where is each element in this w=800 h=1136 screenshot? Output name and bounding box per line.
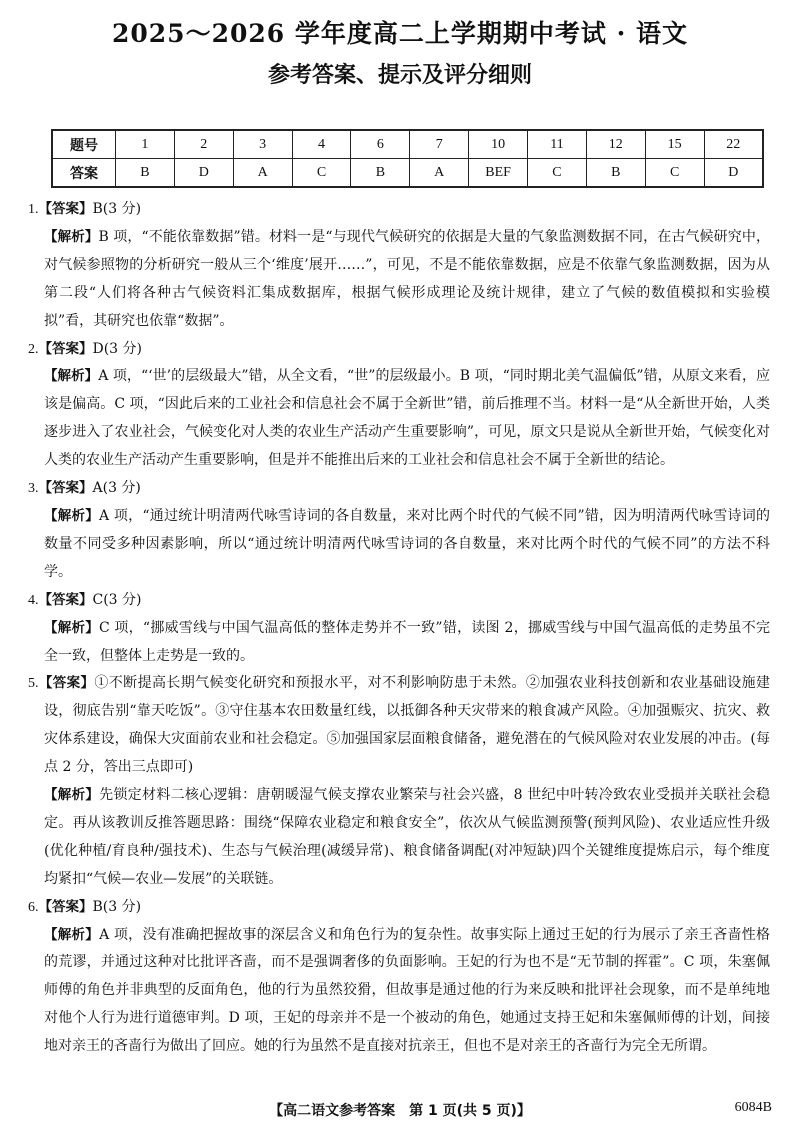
- question-6: [28, 894, 770, 1061]
- question-number: 1.: [28, 202, 39, 217]
- analysis-text: A 项，“通过统计明清两代咏雪诗词的各自数量，来对比两个时代的气候不同”错，因为明清两代咏雪诗词的数量不同受多种因素影响，所以“通过统计明清两代咏雪诗词的各自数量，来对比两个时代的气候不同”的方法不科学。: [44, 507, 770, 580]
- question-number-cell: 15: [645, 130, 704, 159]
- analysis-tag: 【解析】: [44, 619, 100, 636]
- answer-row: [52, 159, 763, 188]
- analysis-tag: 【解析】: [44, 507, 100, 524]
- question-number-cell: 1: [116, 130, 175, 159]
- answer-text: D(3 分): [92, 340, 143, 357]
- analysis-text: A 项，没有准确把握故事的深层含义和角色行为的复杂性。故事实际上通过王妃的行为展示了亲王吝啬性格的荒谬，并通过这种对比批评吝啬，而不是强调奢侈的负面影响。王妃的行为也不是“无节制的挥霍”。C 项，朱塞佩师傅的角色并非典型的反面角色，他的行为虽然狡猾，但故事是通过他的行为来反映和批评社会现象，而不是单纯地对他个人行为进行道德审判。D 项，王妃的母亲并不是一个被动的角色，她通过支持王妃和朱塞佩师傅的计划，间接地对亲王的吝啬行为做出了回应。她的行为虽然不是直接对抗亲王，但也不是对亲王的吝啬行为完全无所谓。: [44, 926, 770, 1055]
- answer-cell: A: [410, 159, 469, 188]
- analysis-tag: 【解析】: [44, 228, 99, 245]
- analysis-text: A 项，“‘世’的层级最大”错，从全文看，“世”的层级最小。B 项，“同时期北美气温偏低”错，从原文来看，应该是偏高。C 项，“因此后来的工业社会和信息社会不属于全新世”错，前后推理不当。材料一是“从全新世开始，人类逐步进入了农业社会，气候变化对人类的农业生产活动产生重要影响”，可见，原文只是说从全新世开始，气候变化对人类的农业生产活动产生重要影响，但是并不能推出后来的工业社会和信息社会不属于全新世的结论。: [44, 368, 771, 469]
- analysis-paragraph: [28, 363, 770, 475]
- question-number-row: [52, 130, 763, 159]
- answer-explanations: [28, 196, 770, 1061]
- question-number-cell: 10: [469, 130, 528, 159]
- row-label-number: 题号: [52, 130, 116, 159]
- page-title: 2025～2026 学年度高二上学期期中考试 · 语文: [112, 19, 688, 48]
- answer-cell: C: [528, 159, 587, 188]
- question-number-cell: 6: [351, 130, 410, 159]
- question-1: [28, 196, 770, 336]
- answer-tag: 【答案】: [38, 591, 93, 608]
- question-3: [28, 475, 770, 587]
- analysis-tag: 【解析】: [44, 926, 100, 943]
- question-4: [28, 587, 770, 671]
- page-subtitle: 参考答案、提示及评分细则: [267, 62, 532, 88]
- question-number: 5.: [28, 676, 39, 692]
- answer-line: [28, 336, 770, 364]
- answer-text: ①不断提高长期气候变化研究和预报水平，对不利影响防患于未然。②加强农业科技创新和农业基础设施建设，彻底告别“靠天吃饭”。③守住基本农田数量红线，以抵御各种天灾带来的粮食减产风险。④加强赈灾、抗灾、救灾体系建设，确保大灾面前农业和社会稳定。⑤加强国家层面粮食储备，避免潜在的气候风险对农业发展的冲击。(每点 2 分，答出三点即可): [44, 675, 771, 776]
- page-footer: 【高二语文参考答案 第 1 页(共 5 页)】: [269, 1103, 531, 1119]
- question-number: 4.: [28, 592, 39, 608]
- answer-cell: C: [292, 159, 351, 188]
- analysis-paragraph: [28, 922, 770, 1062]
- question-2: [28, 336, 770, 476]
- answer-tag: 【答案】: [38, 340, 93, 357]
- answer-cell: B: [116, 159, 175, 188]
- answer-cell: B: [586, 159, 645, 188]
- analysis-text: B 项，“不能依靠数据”错。材料一是“与现代气候研究的依据是大量的气象监测数据不同，在古气候研究中，对气候参照物的分析研究一般从三个‘维度’展开……”，可见，不是不能依靠数据，应是不依靠气象监测数据，因为从第二段“人们将各种古气候资料汇集成数据库，根据气候形成理论及统计规律，建立了气候的数值模拟和实验模拟”看，其研究也依靠“数据”。: [44, 228, 770, 329]
- answer-tag: 【答案】: [38, 898, 93, 915]
- analysis-tag: 【解析】: [44, 787, 100, 804]
- question-number: 6.: [28, 899, 39, 915]
- question-number: 2.: [28, 341, 39, 357]
- answer-line: [28, 894, 770, 922]
- analysis-text: 先锁定材料二核心逻辑：唐朝暖湿气候支撑农业繁荣与社会兴盛，8 世纪中叶转冷致农业受损并关联社会稳定。再从该教训反推答题思路：围绕“保障农业稳定和粮食安全”，依次从气候监测预警(预判风险)、农业适应性升级(优化种植/育良种/强技术)、生态与气候治理(减缓异常)、粮食储备调配(对冲短缺)四个关键维度提炼启示，每个维度均紧扣“气候—农业—发展”的关联链。: [44, 787, 770, 887]
- document-code: 6084B: [734, 1100, 772, 1115]
- analysis-tag: 【解析】: [44, 368, 99, 385]
- answer-line: [28, 196, 770, 224]
- analysis-text: C 项，“挪威雪线与中国气温高低的整体走势并不一致”错，读图 2，挪威雪线与中国气温高低的走势虽不完全一致，但整体上走势是一致的。: [44, 619, 770, 664]
- question-number-cell: 3: [233, 130, 292, 159]
- answer-text: C(3 分): [92, 591, 142, 608]
- analysis-paragraph: [28, 224, 770, 336]
- row-label-answer: 答案: [52, 159, 116, 188]
- question-number-cell: 4: [292, 130, 351, 159]
- answer-line: [28, 475, 770, 503]
- answer-cell: D: [704, 159, 763, 188]
- analysis-paragraph: [28, 782, 770, 894]
- question-number: 3.: [28, 481, 39, 497]
- answer-line: [28, 587, 770, 615]
- answer-text: A(3 分): [92, 480, 141, 497]
- question-number-cell: 2: [174, 130, 233, 159]
- analysis-paragraph: [28, 503, 770, 587]
- question-number-cell: 11: [528, 130, 587, 159]
- answer-table: [51, 129, 764, 188]
- answer-text: B(3 分): [92, 898, 142, 915]
- answer-text: B(3 分): [92, 201, 142, 217]
- answer-line: [28, 670, 770, 782]
- question-number-cell: 22: [704, 130, 763, 159]
- answer-cell: B: [351, 159, 410, 188]
- answer-tag: 【答案】: [38, 201, 93, 217]
- answer-cell: C: [645, 159, 704, 188]
- answer-cell: BEF: [469, 159, 528, 188]
- answer-cell: A: [233, 159, 292, 188]
- question-number-cell: 12: [586, 130, 645, 159]
- answer-cell: D: [174, 159, 233, 188]
- answer-tag: 【答案】: [38, 675, 95, 692]
- question-5: [28, 670, 770, 893]
- answer-tag: 【答案】: [38, 480, 93, 497]
- analysis-paragraph: [28, 615, 770, 671]
- question-number-cell: 7: [410, 130, 469, 159]
